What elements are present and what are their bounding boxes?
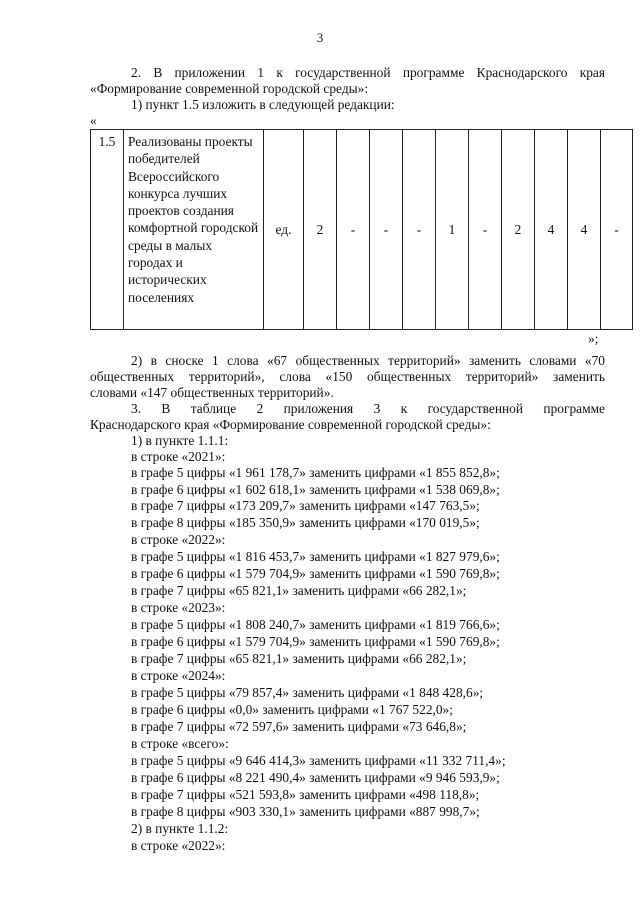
value-cell: 1 bbox=[436, 130, 469, 330]
value-cell: 4 bbox=[535, 130, 568, 330]
intro-line-1: 2. В приложении 1 к государственной программе Краснодарского края bbox=[131, 65, 605, 80]
body-line: в графе 6 цифры «8 221 490,4» заменить цифрами «9 946 593,9»; bbox=[131, 770, 500, 785]
body-line: в графе 8 цифры «185 350,9» заменить цифрами «170 019,5»; bbox=[131, 515, 480, 530]
value-cell: 2 bbox=[502, 130, 535, 330]
value-cell: 4 bbox=[568, 130, 601, 330]
body-line: в графе 7 цифры «72 597,6» заменить цифрами «73 646,8»; bbox=[131, 719, 467, 734]
body-line: в графе 6 цифры «1 602 618,1» заменить цифрами «1 538 069,8»; bbox=[131, 482, 500, 497]
body-line: в строке «2023»: bbox=[131, 600, 226, 615]
indicator-table bbox=[90, 129, 633, 330]
body-line: в графе 5 цифры «1 816 453,7» заменить цифрами «1 827 979,6»; bbox=[131, 549, 500, 564]
body-line: словами «147 общественных территорий». bbox=[90, 385, 334, 400]
value-cell: - bbox=[370, 130, 403, 330]
body-line: в графе 6 цифры «1 579 704,9» заменить цифрами «1 590 769,8»; bbox=[131, 634, 500, 649]
row-number: 1.5 bbox=[91, 130, 124, 330]
body-line: в строке «2022»: bbox=[131, 838, 226, 853]
value-cell: - bbox=[469, 130, 502, 330]
body-line: 2) в пункте 1.1.2: bbox=[131, 821, 229, 836]
page-number: 3 bbox=[316, 30, 324, 45]
body-line: в графе 6 цифры «1 579 704,9» заменить цифрами «1 590 769,8»; bbox=[131, 566, 500, 581]
body-line: в графе 7 цифры «65 821,1» заменить цифрами «66 282,1»; bbox=[131, 651, 467, 666]
value-cell: 2 bbox=[304, 130, 337, 330]
intro-line-2: «Формирование современной городской среды»: bbox=[90, 81, 369, 96]
body-line: в графе 6 цифры «0,0» заменить цифрами «1 767 522,0»; bbox=[131, 702, 453, 717]
row-unit: ед. bbox=[264, 130, 304, 330]
close-quote: »; bbox=[588, 331, 599, 346]
body-line: общественных территорий», слова «150 общественных территорий» заменить bbox=[90, 369, 605, 384]
value-cell: - bbox=[601, 130, 633, 330]
value-cell: - bbox=[403, 130, 436, 330]
body-line: в графе 5 цифры «1 808 240,7» заменить цифрами «1 819 766,6»; bbox=[131, 617, 500, 632]
body-line: в строке «всего»: bbox=[131, 736, 229, 751]
body-line: 2) в сноске 1 слова «67 общественных территорий» заменить словами «70 bbox=[131, 353, 605, 368]
table-row bbox=[91, 130, 633, 330]
body-line: в строке «2024»: bbox=[131, 668, 226, 683]
body-line: 1) в пункте 1.1.1: bbox=[131, 433, 229, 448]
body-line: в графе 7 цифры «65 821,1» заменить цифрами «66 282,1»; bbox=[131, 583, 467, 598]
body-line: 3. В таблице 2 приложения 3 к государственной программе bbox=[131, 401, 605, 416]
value-cell: - bbox=[337, 130, 370, 330]
body-line: в графе 5 цифры «79 857,4» заменить цифрами «1 848 428,6»; bbox=[131, 685, 484, 700]
body-line: в графе 7 цифры «173 209,7» заменить цифрами «147 763,5»; bbox=[131, 498, 480, 513]
body-line: в графе 8 цифры «903 330,1» заменить цифрами «887 998,7»; bbox=[131, 804, 480, 819]
intro-line-3: 1) пункт 1.5 изложить в следующей редакции: bbox=[131, 97, 395, 112]
body-line: в графе 5 цифры «9 646 414,3» заменить цифрами «11 332 711,4»; bbox=[131, 753, 506, 768]
row-description: Реализованы проекты победителей Всероссийского конкурса лучших проектов создания комфортной городской среды в малых городах и исторических поселениях bbox=[124, 130, 264, 330]
body-line: в строке «2022»: bbox=[131, 532, 226, 547]
body-line: Краснодарского края «Формирование современной городской среды»: bbox=[90, 417, 491, 432]
open-quote: « bbox=[90, 113, 97, 128]
body-line: в графе 7 цифры «521 593,8» заменить цифрами «498 118,8»; bbox=[131, 787, 480, 802]
body-line: в графе 5 цифры «1 961 178,7» заменить цифрами «1 855 852,8»; bbox=[131, 465, 500, 480]
body-line: в строке «2021»: bbox=[131, 449, 226, 464]
